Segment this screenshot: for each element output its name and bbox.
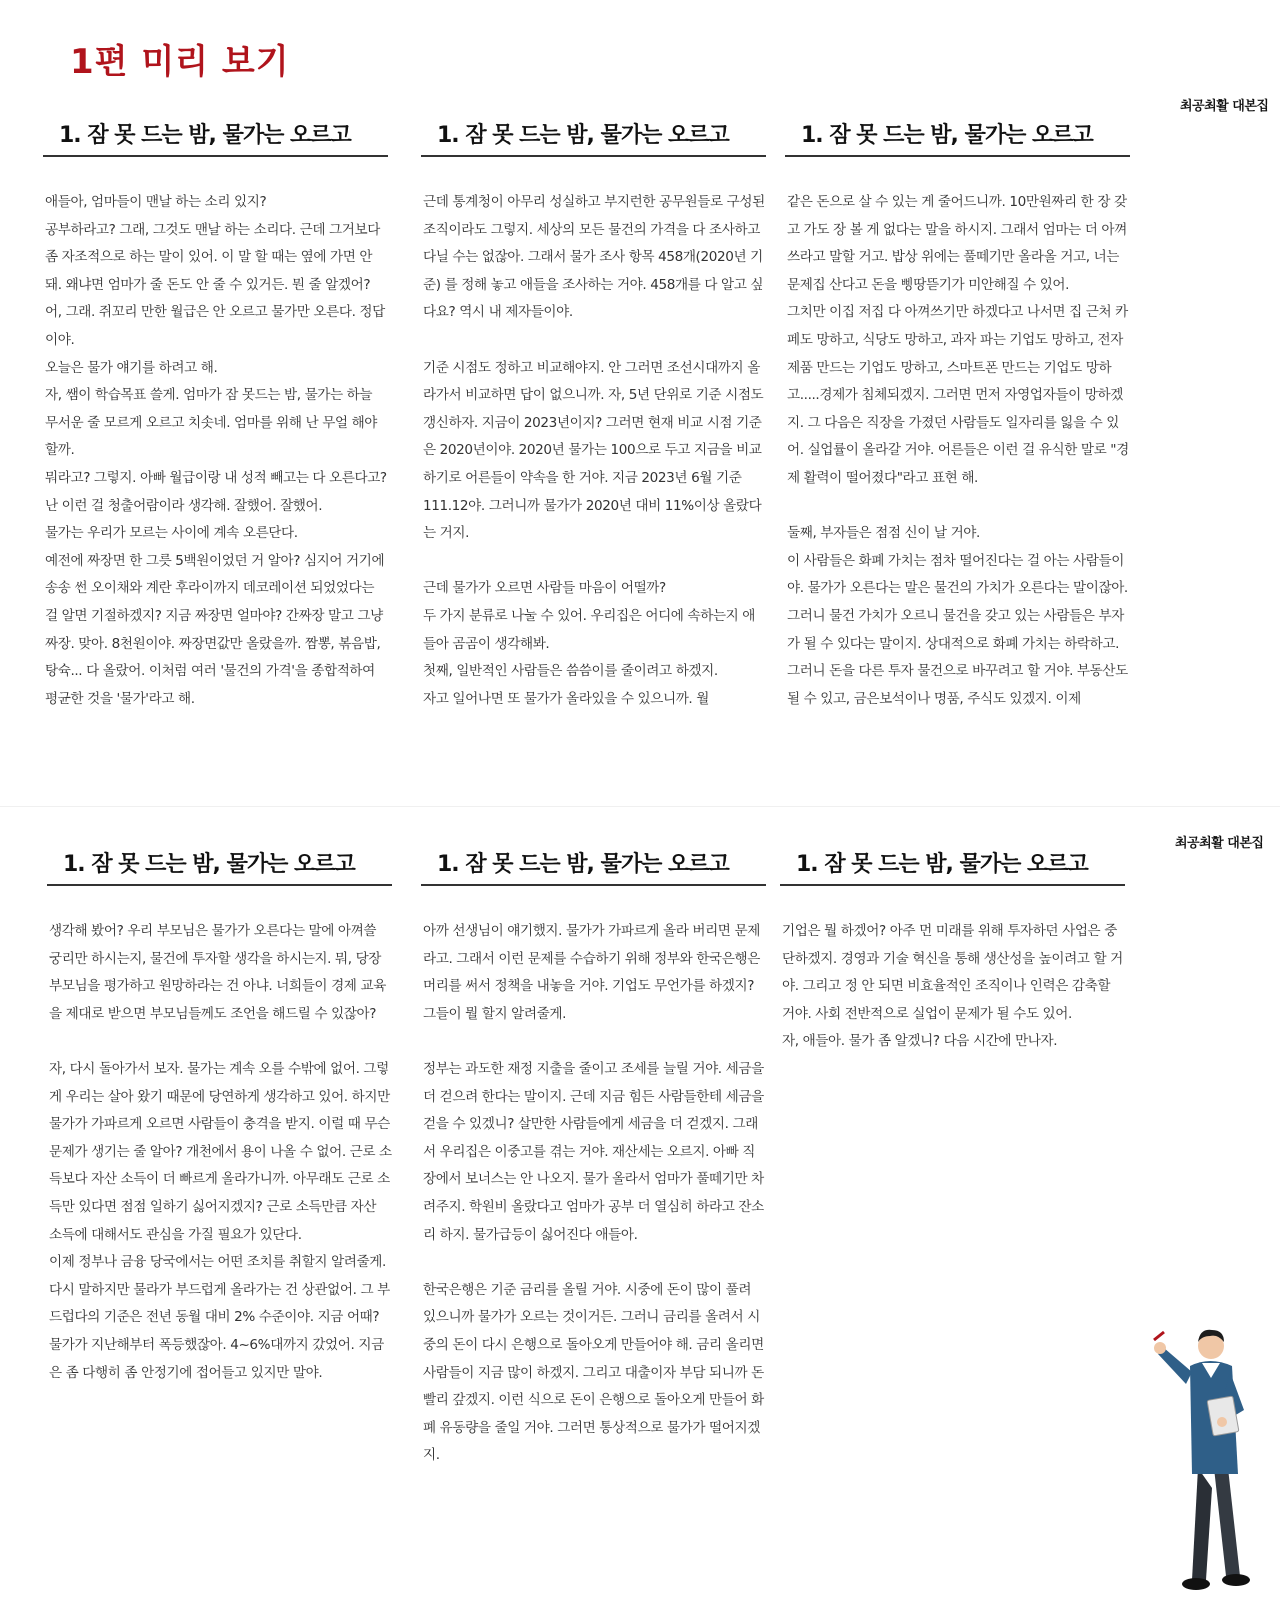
paragraph: 공부하라고? 그래, 그것도 맨날 하는 소리다. 근데 그거보다 좀 자조적으로 하는 말이 있어. 이 말 할 때는 옆에 가면 안 돼. 왜냐면 엄마가 줄 돈도 안 줄 수 있거든. 뭔 줄 알겠어? xyxy=(45,221,380,293)
section-heading: 1. 잠 못 드는 밤, 물가는 오르고 xyxy=(421,847,766,886)
brand-label-top: 최공최활 대본집 xyxy=(1180,99,1269,114)
paragraph: 자, 애들아. 물가 좀 알겠니? 다음 시간에 만나자. xyxy=(782,1033,1058,1050)
paragraph-gap xyxy=(423,1028,766,1056)
paragraph: 근데 통계청이 아무리 성실하고 부지런한 공무원들로 구성된 조직이라도 그렇지. 세상의 모든 물건의 가격을 다 조사하고 다닐 수는 없잖아. 그래서 물가 조사 항목 458개(2020년 기준) 를 정해 놓고 애들을 조사하는 거야. 458개를 다 알고 싶다요? 역시 내 제자들이야. xyxy=(423,194,765,321)
paragraph: 오늘은 물가 얘기를 하려고 해. xyxy=(45,359,218,376)
paragraph: 같은 돈으로 살 수 있는 게 줄어드니까. 10만원짜리 한 장 갖고 가도 장 볼 게 없다는 말을 하시지. 그래서 엄마는 더 아껴쓰라고 말할 거고. 밥상 위에는 풀떼기만 올라올 거고, 너는 문제집 산다고 돈을 삥땅뜯기가 미안해질 수 있어. xyxy=(787,194,1127,293)
script-page-3 xyxy=(785,118,1130,713)
paragraph: 기업은 뭘 하겠어? 아주 먼 미래를 위해 투자하던 사업은 중단하겠지. 경영과 기술 혁신을 통해 생산성을 높이려고 할 거야. 그리고 정 안 되면 비효율적인 조직이나 인력은 감축할 거야. 사회 전반적으로 실업이 문제가 될 수도 있어. xyxy=(782,923,1123,1022)
script-page-5 xyxy=(421,847,766,1470)
page-body xyxy=(43,189,388,713)
page-body xyxy=(47,918,392,1387)
script-page-1 xyxy=(43,118,388,713)
page-body xyxy=(421,918,766,1470)
paragraph: 첫째, 일반적인 사람들은 씀씀이를 줄이려고 하겠지. xyxy=(423,663,718,680)
paragraph: 애들아, 엄마들이 맨날 하는 소리 있지? xyxy=(45,194,267,210)
preview-title: 1편 미리 보기 xyxy=(70,42,290,82)
paragraph: 어, 그래. 쥐꼬리 만한 월급은 안 오르고 물가만 오른다. 정답이야. xyxy=(45,304,385,348)
page-separator xyxy=(0,806,1280,807)
paragraph-gap xyxy=(49,1028,392,1056)
paragraph: 이제 정부나 금융 당국에서는 어떤 조치를 취할지 알려줄게. xyxy=(49,1254,386,1271)
brand-label-bottom: 최공최활 대본집 xyxy=(1175,836,1264,851)
section-heading: 1. 잠 못 드는 밤, 물가는 오르고 xyxy=(421,118,766,157)
section-heading: 1. 잠 못 드는 밤, 물가는 오르고 xyxy=(43,118,388,157)
paragraph: 한국은행은 기준 금리를 올릴 거야. 시중에 돈이 많이 풀려 있으니까 물가가 오르는 것이거든. 그러니 금리를 올려서 시중의 돈이 다시 은행으로 돌아오게 만들어야 해. 금리 올리면 사람들이 지금 많이 하겠지. 그리고 대출이자 부담 되니까 돈 빨리 갚겠지. 이런 식으로 돈이 은행으로 돌아오게 만들어 화폐 유동량을 줄일 거야. 그러면 통상적으로 물가가 떨어지겠지. xyxy=(423,1281,764,1464)
paragraph: 다시 말하지만 물라가 부드럽게 올라가는 건 상관없어. 그 부드럽다의 기준은 전년 동월 대비 2% 수준이야. 지금 어때? 물가가 지난해부터 폭등했잖아. 4~6%대까지 갔었어. 지금은 좀 다행히 좀 안정기에 접어들고 있지만 말야. xyxy=(49,1281,390,1381)
paragraph-gap xyxy=(423,1249,766,1277)
paragraph: 근데 물가가 오르면 사람들 마음이 어떨까? xyxy=(423,580,666,597)
paragraph-gap xyxy=(787,493,1130,521)
section-heading: 1. 잠 못 드는 밤, 물가는 오르고 xyxy=(780,847,1125,886)
page-body xyxy=(780,918,1125,1056)
paragraph: 둘째, 부자들은 점점 신이 날 거야. xyxy=(787,525,980,542)
page-body xyxy=(421,189,766,713)
paragraph-gap xyxy=(423,548,766,576)
paragraph-gap xyxy=(423,327,766,355)
teacher-illustration xyxy=(1140,1318,1280,1598)
paragraph: 두 가지 분류로 나눌 수 있어. 우리집은 어디에 속하는지 애들아 곰곰이 생각해봐. xyxy=(423,607,756,652)
script-page-2 xyxy=(421,118,766,713)
paragraph: 정부는 과도한 재정 지출을 줄이고 조세를 늘릴 거야. 세금을 더 걷으려 한다는 말이지. 근데 지금 힘든 사람들한테 세금을 걷을 수 있겠니? 살만한 사람들에게 세금을 더 걷겠지. 그래서 우리집은 이중고를 겪는 거야. 재산세는 오르지. 아빠 직장에서 보너스는 안 나오지. 물가 올라서 엄마가 풀떼기만 차려주지. 학원비 올랐다고 엄마가 공부 더 열심히 하라고 잔소리 하지. 물가급등이 싫어진다 애들아. xyxy=(423,1060,764,1243)
paragraph: 예전에 짜장면 한 그릇 5백원이었던 거 알아? 심지어 거기에 송송 썬 오이채와 계란 후라이까지 데코레이션 되었었다는 걸 알면 기절하겠지? 지금 짜장면 얼마야? 간짜장 말고 그냥 짜장. 맞아. 8천원이야. 짜장면값만 올랐을까. 짬뽕, 볶음밥, 탕슉... 다 올랐어. 이처럼 여러 '물건의 가격'을 종합적하여 평균한 것을 '물가'라고 해. xyxy=(45,552,385,707)
paragraph: 자, 다시 돌아가서 보자. 물가는 계속 오를 수밖에 없어. 그렇게 우리는 살아 왔기 때문에 당연하게 생각하고 있어. 하지만 물가가 가파르게 오르면 사람들이 충격을 받지. 이럴 때 무슨 문제가 생기는 줄 알아? 개천에서 용이 나올 수 없어. 근로 소득보다 자산 소득이 더 빠르게 올라가니까. 아무래도 근로 소득만 있다면 점점 일하기 싫어지겠지? 근로 소득만큼 자산 소득에 대해서도 관심을 가질 필요가 있단다. xyxy=(49,1060,392,1243)
script-page-6 xyxy=(780,847,1125,1056)
paragraph: 자고 일어나면 또 물가가 올라있을 수 있으니까. 월 xyxy=(423,690,709,707)
paragraph: 물가는 우리가 모르는 사이에 계속 오른단다. xyxy=(45,525,298,542)
section-heading: 1. 잠 못 드는 밤, 물가는 오르고 xyxy=(785,118,1130,157)
script-page-4 xyxy=(47,847,392,1387)
paragraph: 자, 쌤이 학습목표 쓸게. 엄마가 잠 못드는 밤, 물가는 하늘 무서운 줄 모르게 오르고 치솟네. 엄마를 위해 난 무얼 해야 할까. xyxy=(45,387,378,459)
paragraph: 생각해 봤어? 우리 부모님은 물가가 오른다는 말에 아껴쓸 궁리만 하시는지, 물건에 투자할 생각을 하시는지. 뭐, 당장 부모님을 평가하고 원망하라는 건 아냐. 너희들이 경제 교육을 제대로 받으면 부모님들께도 조언을 해드릴 수 있잖아? xyxy=(49,923,386,1022)
paragraph: 아까 선생님이 얘기했지. 물가가 가파르게 올라 버리면 문제라고. 그래서 이런 문제를 수습하기 위해 정부와 한국은행은 머리를 써서 정책을 내놓을 거야. 기업도 무언가를 하겠지? 그들이 뭘 할지 알려줄게. xyxy=(423,923,760,1022)
section-heading: 1. 잠 못 드는 밤, 물가는 오르고 xyxy=(47,847,392,886)
page-body xyxy=(785,189,1130,713)
paragraph: 그치만 이집 저집 다 아껴쓰기만 하겠다고 나서면 집 근처 카페도 망하고, 식당도 망하고, 과자 파는 기업도 망하고, 전자제품 만드는 기업도 망하고, 스마트폰 만드는 기업도 망하고.....경제가 침체되겠지. 그러면 먼저 자영업자들이 망하겠지. 그 다음은 직장을 가졌던 사람들도 일자리를 잃을 수 있어. 실업률이 올라갈 거야. 어른들은 이런 걸 유식한 말로 "경제 활력이 떨어졌다"라고 표현 해. xyxy=(787,304,1129,486)
paragraph: 이 사람들은 화폐 가치는 점차 떨어진다는 걸 아는 사람들이야. 물가가 오른다는 말은 물건의 가치가 오른다는 말이잖아. 그러니 물건 가치가 오르니 물건을 갖고 있는 사람들은 부자가 될 수 있다는 말이지. 상대적으로 화폐 가치는 하락하고. 그러니 돈을 다른 투자 물건으로 바꾸려고 할 거야. 부동산도 될 수 있고, 금은보석이나 명품, 주식도 있겠지. 이제 xyxy=(787,552,1128,707)
paragraph: 뭐라고? 그렇지. 아빠 월급이랑 내 성적 빼고는 다 오른다고? 난 이런 걸 청출어람이라 생각해. 잘했어. 잘했어. xyxy=(45,469,387,514)
paragraph: 기준 시점도 정하고 비교해야지. 안 그러면 조선시대까지 올라가서 비교하면 답이 없으니까. 자, 5년 단위로 기준 시점도 갱신하자. 지금이 2023년이지? 그러면 현재 비교 시점 기준은 2020년이야. 2020년 물가는 100으로 두고 지금을 비교하기로 어른들이 약속을 한 거야. 지금 2023년 6월 기준 111.12야. 그러니까 물가가 2020년 대비 11%이상 올랐다는 거지. xyxy=(423,359,764,542)
